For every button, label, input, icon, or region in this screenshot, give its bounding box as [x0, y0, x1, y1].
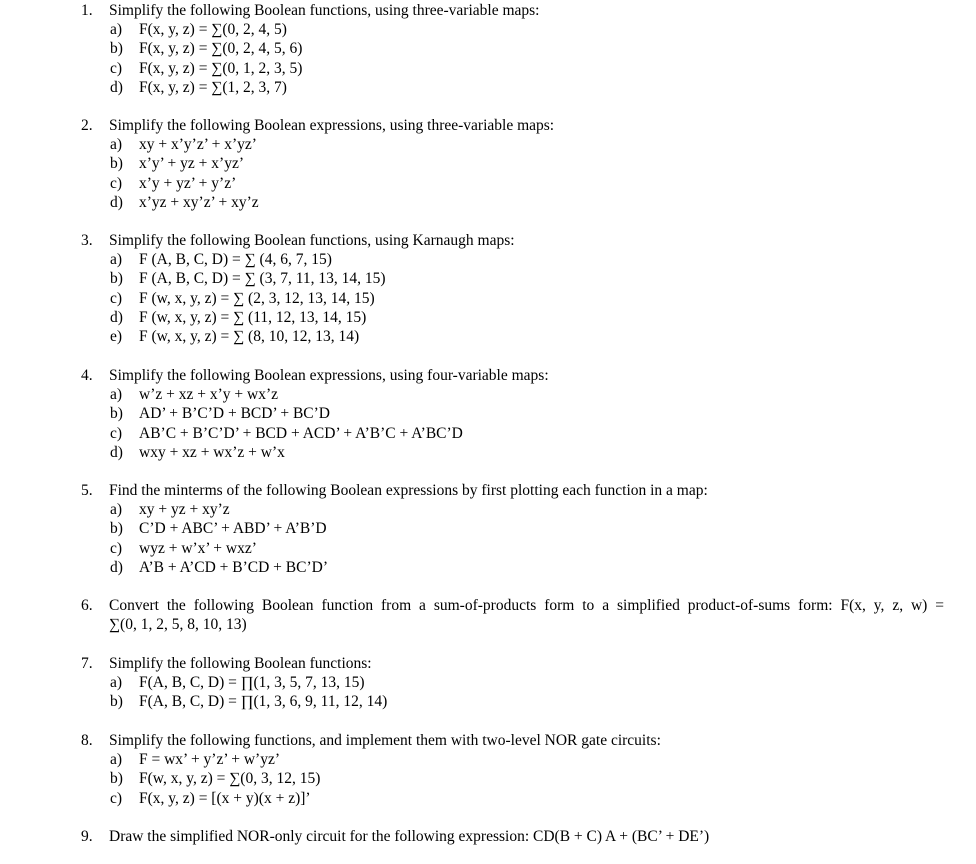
sub-item-expression: A’B + A’CD + B’CD + BC’D’: [139, 558, 328, 576]
sub-item: [0, 673, 976, 692]
sub-item-expression: x’yz + xy’z’ + xy’z: [139, 193, 259, 211]
sub-item: [0, 424, 976, 443]
sub-item: [0, 78, 976, 97]
sub-item-letter: c): [110, 174, 123, 192]
sub-item-letter: d): [110, 558, 123, 576]
sub-item-expression: F(x, y, z) = ∑(1, 2, 3, 7): [139, 78, 287, 96]
sub-item: [0, 692, 976, 711]
sub-item-letter: a): [110, 501, 123, 519]
sub-item-letter: a): [110, 674, 123, 692]
sub-item: [0, 59, 976, 78]
question-header: [0, 596, 976, 615]
sub-item-expression: F (A, B, C, D) = ∑ (3, 7, 11, 13, 14, 15): [139, 270, 386, 288]
sub-item-expression: F(x, y, z) = ∑(0, 1, 2, 3, 5): [139, 59, 303, 77]
sub-item-letter: a): [110, 21, 123, 39]
sub-item-expression: F (w, x, y, z) = ∑ (11, 12, 13, 14, 15): [139, 308, 367, 326]
question-8: [0, 731, 976, 808]
sub-item: [0, 269, 976, 288]
question-header: [0, 654, 976, 673]
sub-item-expression: wxy + xz + wx’z + w’x: [139, 443, 285, 461]
sub-item-expression: F(x, y, z) = [(x + y)(x + z)]’: [139, 789, 311, 807]
question-text: Simplify the following Boolean expressions, using three-variable maps:: [109, 117, 555, 134]
question-number: 1.: [81, 2, 93, 19]
sub-item-letter: d): [110, 443, 123, 461]
sub-item-expression: wyz + w’x’ + wxz’: [139, 539, 257, 557]
sub-item-letter: c): [110, 424, 123, 442]
sub-item: [0, 769, 976, 788]
question-header: [0, 1, 976, 20]
sub-item-letter: b): [110, 155, 123, 173]
question-number: 5.: [81, 482, 93, 499]
sub-item-letter: b): [110, 520, 123, 538]
sub-item-letter: b): [110, 405, 123, 423]
sub-item: [0, 443, 976, 462]
sub-item-expression: F(w, x, y, z) = ∑(0, 3, 12, 15): [139, 770, 321, 788]
sub-item-expression: F(A, B, C, D) = ∏(1, 3, 6, 9, 11, 12, 14): [139, 693, 388, 711]
sub-item: [0, 250, 976, 269]
question-text: Find the minterms of the following Boolean expressions by first plotting each function in a map:: [109, 482, 708, 499]
sub-item: [0, 39, 976, 58]
sub-item: [0, 539, 976, 558]
sub-item-expression: F (w, x, y, z) = ∑ (2, 3, 12, 13, 14, 15): [139, 289, 375, 307]
sub-item-letter: a): [110, 136, 123, 154]
sub-item: [0, 750, 976, 769]
sub-item-expression: AD’ + B’C’D + BCD’ + BC’D: [139, 405, 330, 423]
question-4: [0, 366, 976, 462]
sub-item-expression: xy + yz + xy’z: [139, 501, 230, 519]
sub-item-expression: F(x, y, z) = ∑(0, 2, 4, 5, 6): [139, 40, 303, 58]
question-header: [0, 366, 976, 385]
question-text: Simplify the following functions, and implement them with two-level NOR gate circuits:: [109, 732, 661, 749]
sub-item-letter: b): [110, 770, 123, 788]
sub-item: [0, 385, 976, 404]
sub-item-expression: xy + x’y’z’ + x’yz’: [139, 136, 257, 154]
question-3: [0, 231, 976, 346]
sub-item: [0, 404, 976, 423]
sub-item: [0, 174, 976, 193]
sub-item-expression: w’z + xz + x’y + wx’z: [139, 386, 278, 404]
sub-item-letter: a): [110, 251, 123, 269]
question-2: [0, 116, 976, 212]
sub-item-letter: c): [110, 789, 123, 807]
sub-item: [0, 558, 976, 577]
sub-item-letter: d): [110, 78, 123, 96]
question-text: Simplify the following Boolean functions, using three-variable maps:: [109, 2, 540, 19]
question-1: [0, 1, 976, 97]
sub-item-letter: c): [110, 539, 123, 557]
question-number: 2.: [81, 117, 93, 134]
question-text-continuation: [0, 615, 976, 634]
sub-item-letter: b): [110, 40, 123, 58]
question-text: Convert the following Boolean function from a sum-of-products form to a simplified product-of-sums form: F(x, y, z, w) =: [109, 597, 944, 614]
question-header: [0, 481, 976, 500]
question-number: 3.: [81, 232, 93, 249]
sub-item: [0, 500, 976, 519]
sub-item: [0, 20, 976, 39]
sub-item: [0, 789, 976, 808]
question-text: Simplify the following Boolean functions:: [109, 655, 372, 672]
question-header: [0, 827, 976, 846]
sub-item-expression: F(A, B, C, D) = ∏(1, 3, 5, 7, 13, 15): [139, 674, 365, 692]
sub-item-letter: e): [110, 327, 123, 345]
sub-item: [0, 308, 976, 327]
sub-item-expression: x’y + yz’ + y’z’: [139, 174, 237, 192]
sub-item-expression: F(x, y, z) = ∑(0, 2, 4, 5): [139, 21, 287, 39]
question-7: [0, 654, 976, 712]
question-text: Draw the simplified NOR-only circuit for the following expression: CD(B + C) A + (BC’ + DE’): [109, 828, 710, 845]
sub-item: [0, 519, 976, 538]
sub-item-letter: c): [110, 289, 123, 307]
question-5: [0, 481, 976, 577]
sub-item: [0, 289, 976, 308]
question-number: 8.: [81, 732, 93, 749]
sub-item-letter: d): [110, 193, 123, 211]
sub-item: [0, 154, 976, 173]
question-text: Simplify the following Boolean functions, using Karnaugh maps:: [109, 232, 515, 249]
sub-item-letter: c): [110, 59, 123, 77]
question-number: 9.: [81, 828, 93, 845]
sub-item-letter: b): [110, 693, 123, 711]
question-9: [0, 827, 976, 846]
question-6: [0, 596, 976, 634]
question-text-cont: ∑(0, 1, 2, 5, 8, 10, 13): [109, 616, 247, 634]
sub-item-expression: F (w, x, y, z) = ∑ (8, 10, 12, 13, 14): [139, 327, 360, 345]
sub-item-letter: a): [110, 386, 123, 404]
question-number: 4.: [81, 367, 93, 384]
question-text: Simplify the following Boolean expressions, using four-variable maps:: [109, 367, 549, 384]
question-header: [0, 116, 976, 135]
sub-item-expression: F = wx’ + y’z’ + w’yz’: [139, 751, 280, 769]
sub-item: [0, 327, 976, 346]
sub-item: [0, 193, 976, 212]
question-number: 7.: [81, 655, 93, 672]
sub-item-expression: C’D + ABC’ + ABD’ + A’B’D: [139, 520, 327, 538]
sub-item-expression: x’y’ + yz + x’yz’: [139, 155, 244, 173]
sub-item-expression: AB’C + B’C’D’ + BCD + ACD’ + A’B’C + A’BC’D: [139, 424, 463, 442]
sub-item-letter: d): [110, 308, 123, 326]
question-header: [0, 231, 976, 250]
sub-item: [0, 135, 976, 154]
sub-item-letter: a): [110, 751, 123, 769]
question-header: [0, 731, 976, 750]
sub-item-letter: b): [110, 270, 123, 288]
question-number: 6.: [81, 597, 93, 614]
sub-item-expression: F (A, B, C, D) = ∑ (4, 6, 7, 15): [139, 251, 332, 269]
